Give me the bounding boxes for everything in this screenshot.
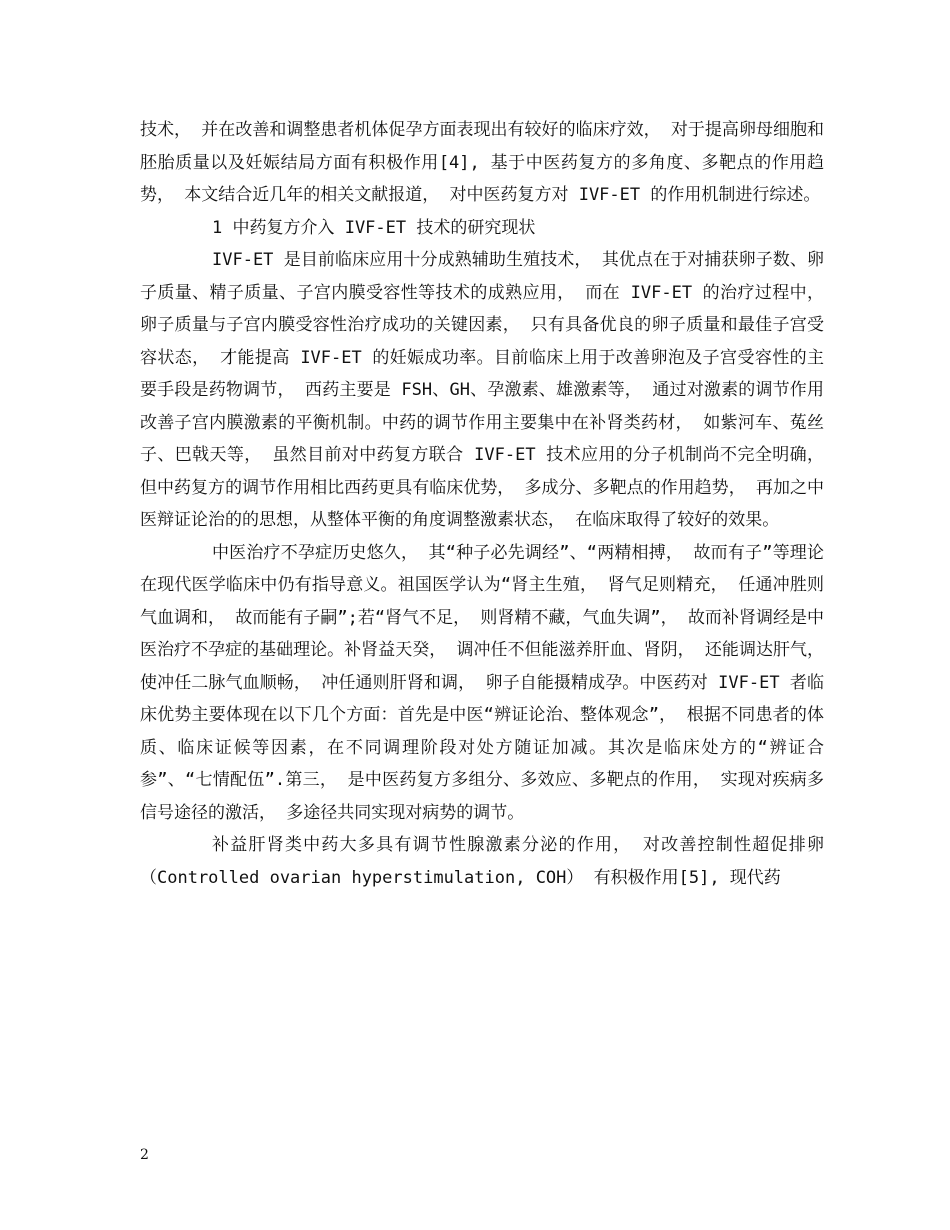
paragraph-ivf-status: IVF-ET 是目前临床应用十分成熟辅助生殖技术， 其优点在于对捕获卵子数、卵子质量、精子质量、子宫内膜受容性等技术的成熟应用， 而在 IVF-ET 的治疗过程中， 卵子质量与子宫内膜受容性治疗成功的关键因素， 只有具备优良的卵子质量和最佳子宫受容状态， 才能提高 IVF-ET 的妊娠成功率。目前临床上用于改善卵泡及子宫受容性的主要手段是药物调节， 西药主要是 FSH、GH、孕激素、雄激素等， 通过对激素的调节作用改善子宫内膜激素的平衡机制。中药的调节作用主要集中在补肾类药材， 如紫河车、菟丝子、巴戟天等， 虽然目前对中药复方联合 IVF-ET 技术应用的分子机制尚不完全明确， 但中药复方的调节作用相比西药更具有临床优势， 多成分、多靶点的作用趋势， 再加之中医辩证论治的的思想，从整体平衡的角度调整激素状态， 在临床取得了较好的效果。 xyxy=(140,250,824,530)
section-heading: 1 中药复方介入 IVF-ET 技术的研究现状 xyxy=(212,217,536,238)
paragraph-liver-kidney: 补益肝肾类中药大多具有调节性腺激素分泌的作用， 对改善控制性超促排卵 （Controlled ovarian hyperstimulation, COH） 有积极作用[5], 现代药 xyxy=(140,835,824,888)
paragraph-intro-continuation: 技术， 并在改善和调整患者机体促孕方面表现出有较好的临床疗效， 对于提高卵母细胞和胚胎质量以及妊娠结局方面有积极作用[4], 基于中医药复方的多角度、多靶点的作用趋势， 本文结合近几年的相关文献报道， 对中医药复方对 IVF-ET 的作用机制进行综述。 xyxy=(140,120,824,205)
paragraph-tcm-theory: 中医治疗不孕症历史悠久， 其“种子必先调经”、“两精相搏， 故而有子”等理论在现代医学临床中仍有指导意义。祖国医学认为“肾主生殖， 肾气足则精充， 任通冲胜则气血调和， 故而能有子嗣”;若“肾气不足， 则肾精不藏，气血失调”， 故而补肾调经是中医治疗不孕症的基础理论。补肾益天癸， 调冲任不但能滋养肝血、肾阴， 还能调达肝气， 使冲任二脉气血顺畅， 冲任通则肝肾和调， 卵子自能摄精成孕。中医药对 IVF-ET 者临床优势主要体现在以下几个方面：首先是中医“辨证论治、整体观念”， 根据不同患者的体质、临床证候等因素，在不同调理阶段对处方随证加减。其次是临床处方的“辨证合参”、“七情配伍”.第三， 是中医药复方多组分、多效应、多靶点的作用， 实现对疾病多信号途径的激活， 多途径共同实现对病势的调节。 xyxy=(140,542,824,823)
page-number: 2 xyxy=(140,1147,149,1163)
body-text xyxy=(140,114,824,894)
